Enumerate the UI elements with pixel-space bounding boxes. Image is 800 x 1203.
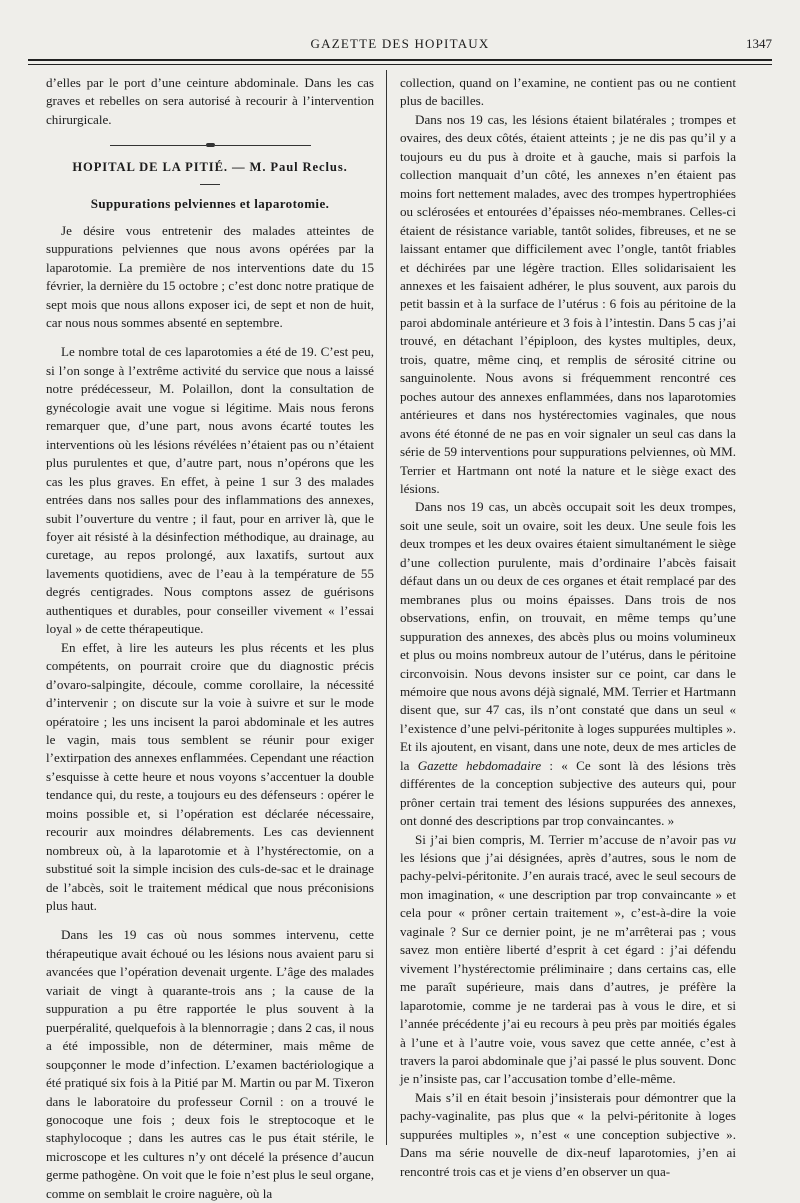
header-rule-thin [28, 64, 772, 65]
header-rule-thick [28, 59, 772, 61]
running-head [28, 36, 772, 56]
paragraph: Dans nos 19 cas, un abcès occupait soit les deux trompes, soit une seule, soit un ovaire, soit les deux. Une seule fois les deux trompes et les deux ovaires étaient simultanément le siège d’une collection purulente, mais d’ordinaire l’abcès faisait défaut dans un ou deux de ces organes et était remplacé par des membranes plus ou moins épaisses. Dans trois de nos observations, enfin, on trouvait, en même temps qu’une suppuration des annexes, des abcès plus ou moins volumineux et plus ou moins nombreux autour de l’utérus, dans le péritoine circonvoisin. Nous devons insister sur ce point, car dans le mémoire que nous avons déjà signalé, MM. Terrier et Hartmann disent que, sur 47 cas, ils n’ont constaté que dans un seul « l’existence d’une pelvi-péritonite à loges suppurées multiples ». Et ils ajoutent, en visant, dans une note, deux de mes articles de la Gazette hebdomadaire : « Ce sont là des lésions très différentes de la conception subjective des auteurs qui, pour prôner certain trai tement des lésions suppurées des annexes, ont donné des descriptions par trop convaincantes. » [400, 499, 736, 829]
paragraph: d’elles par le port d’une ceinture abdominale. Dans les cas graves et rebelles on sera autorisé à recourir à l’intervention chirurgicale. [46, 75, 374, 127]
paragraph: Je désire vous entretenir des malades atteintes de suppurations pelviennes que nous avons opérées par la laparotomie. La première de nos interventions date du 15 février, la dernière du 15 octobre ; c’est donc notre pratique de sept mois que nous allons exposer ici, de sept et non de huit, car nous nous sommes absenté en septembre. [46, 222, 374, 330]
paragraph: Le nombre total de ces laparotomies a été de 19. C’est peu, si l’on songe à l’extrême activité du service que nous a laissé notre prédécesseur, M. Polaillon, dont la consultation de gynécologie avait une vogue si légitime. Mais nous ferons remarquer que, d’une part, nous avons écarté toutes les interventions où les lésions révélées n’étaient pas ou n’étaient plus purulentes et que, d’autre part, nous n’opérons que les cas les plus graves. En effet, à peine 1 sur 3 des malades entrées dans nos salles pour des inflammations des annexes, subit l’ouverture du ventre ; il faut, pour en arriver là, que le foyer ait résisté à la désinfection méthodique, au drainage, au curetage, au repos prolongé, aux laxatifs, surtout aux lavements quotidiens, avec de l’eau à la température de 55 degrés centigrades. Nous comptons assez de guérisons authentiques et durables, pour conseiller vivement « l’essai loyal » de cette thérapeutique. [46, 344, 374, 637]
paragraph: Si j’ai bien compris, M. Terrier m’accuse de n’avoir pas vu les lésions que j’ai désignées, après d’autres, sous le nom de pachy-pelvi-péritonite. J’en aurais tracé, avec le seul secours de mon imagination, « une description par trop convaincante » et cela pour « prôner certain traitement », c’est-à-dire la voie vaginale ? Sur ce dernier point, je ne m’arrêterai pas ; vous savez mon entière liberté d’esprit à cet égard : j’ai défendu vivement l’hystérectomie préliminaire ; dans certains cas, elle me paraît supérieure, mais dans d’autres, je préfère la laparotomie, comme je ne tarderai pas à vous le dire, et si l’année précédente j’ai eu recours à peu près par moitiés égales à l’une et à l’autre voie, vous savez que cette année, c’est à travers la paroi abdominale que j’ai passé le plus souvent. Donc je n’insiste pas, car l’accusation tombe d’elle-même. [400, 831, 736, 1087]
paragraph: En effet, à lire les auteurs les plus récents et les plus compétents, on pourrait croire que du diagnostic précis d’ovaro-salpingite, découle, comme corollaire, la nécessité d’intervenir ; on discute sur la voie à suivre et sur le mode opératoire ; les uns incisent la paroi abdominale et les autres le vagin, mais tous semblent se réunir pour exiger l’extirpation des annexes enflammées. Cependant une réaction s’esquisse à cette heure et nous voyons s’accentuer la double tendance qui, du reste, a toujours eu des défenseurs : opérer le moins possible et, si l’opération est déclarée nécessaire, recourir aux moindres délabrements. Les cas deviennent nombreux où, à la laparotomie et à l’hystérectomie, on a substitué soit la simple incision des culs-de-sac et le drainage de l’abcès, soit le traitement médical que nous préconisions plus haut. [46, 639, 374, 914]
column-divider [386, 70, 387, 1145]
paragraph: Mais s’il en était besoin j’insisterais pour démontrer que la pachy-vaginalite, pas plus que « la pelvi-péritonite à loges suppurées multiples », n’est « une conception subjective ». Dans ma série nouvelle de dix-neuf laparotomies, j’en ai rencontré trois cas et je viens d’en observer un qua- [400, 1089, 736, 1179]
paragraph: Dans nos 19 cas, les lésions étaient bilatérales ; trompes et ovaires, des deux côtés, étaient atteints ; je ne dis pas qu’il y a toujours eu du pus à droite et à gauche, mais si parfois la collection manquait d’un côté, les annexes n’en étaient pas moins fort nettement malades, avec des trompes hypertrophiées ou sclérosées et entourées d’épaisses néo-membranes. Celles-ci étaient de résistance variable, tantôt solides, fibreuses, et ne se laissant entamer que difficilement avec l’ongle, tantôt friables et déchirées par une légère traction. Elles solidarisaient les annexes et les faisaient adhérer, le plus souvent, aux parois du petit bassin et à la surface de l’utérus : 6 fois au péritoine de la paroi abdominale antérieure et 3 fois à l’intestin. Dans 5 cas j’ai trouvé, en détachant l’épiploon, des kystes multiples, deux, trois, quatre, même cinq, et remplis de sérosité citrine ou sanguinolente. Nous avons si fréquemment rencontré ces poches autour des annexes enflammées, dans nos laparotomies antérieures et dans nos hystérectomies vaginales, que nous avons été étonné de ne pas en voir signaler un seul cas dans la série de 59 interventions pour suppurations pelviennes, où MM. Terrier et Hartmann ont noté la nature et le siège exact des lésions. [400, 111, 736, 496]
hospital-heading: HOPITAL DE LA PITIÉ. — M. Paul Reclus. [72, 159, 348, 174]
journal-citation: Gazette hebdomadaire [417, 757, 542, 773]
page-number: 1347 [746, 36, 772, 51]
emphasis: vu [723, 831, 736, 847]
short-rule [200, 184, 220, 185]
left-column [46, 74, 374, 1203]
right-column [400, 74, 736, 1181]
article-title: Suppurations pelviennes et laparotomie. [90, 196, 330, 212]
paragraph: collection, quand on l’examine, ne contient pas ou ne contient plus de bacilles. [400, 75, 736, 109]
journal-title: GAZETTE DES HOPITAUX [310, 36, 490, 51]
paragraph: Dans les 19 cas où nous sommes intervenu, cette thérapeutique avait échoué ou les lésions nous avaient paru si avancées que l’opération devenait urgente. L’âge des malades variait de vingt à quarante-trois ans ; la cause de la suppuration a pu être rapportée le plus souvent à la puerpéralité, quelquefois à la blennorragie ; dans 2 cas, il nous a été impossible, non de déterminer, mais même de soupçonner le mode d’infection. L’examen bactériologique a été pratiqué six fois à la Pitié par M. Martin ou par M. Tixeron dans le laboratoire du professeur Cornil : on a trouvé le gonocoque une fois ; deux fois le streptocoque et le staphylocoque ; dans les autres cas le pus était stérile, le microscope et les cultures n’y ont décelé la présence d’aucun germe pathogène. On voit que le foie n’est plus le seul organe, comme on semblait le croire naguère, où la [46, 927, 374, 1201]
ornamental-separator [46, 135, 374, 153]
